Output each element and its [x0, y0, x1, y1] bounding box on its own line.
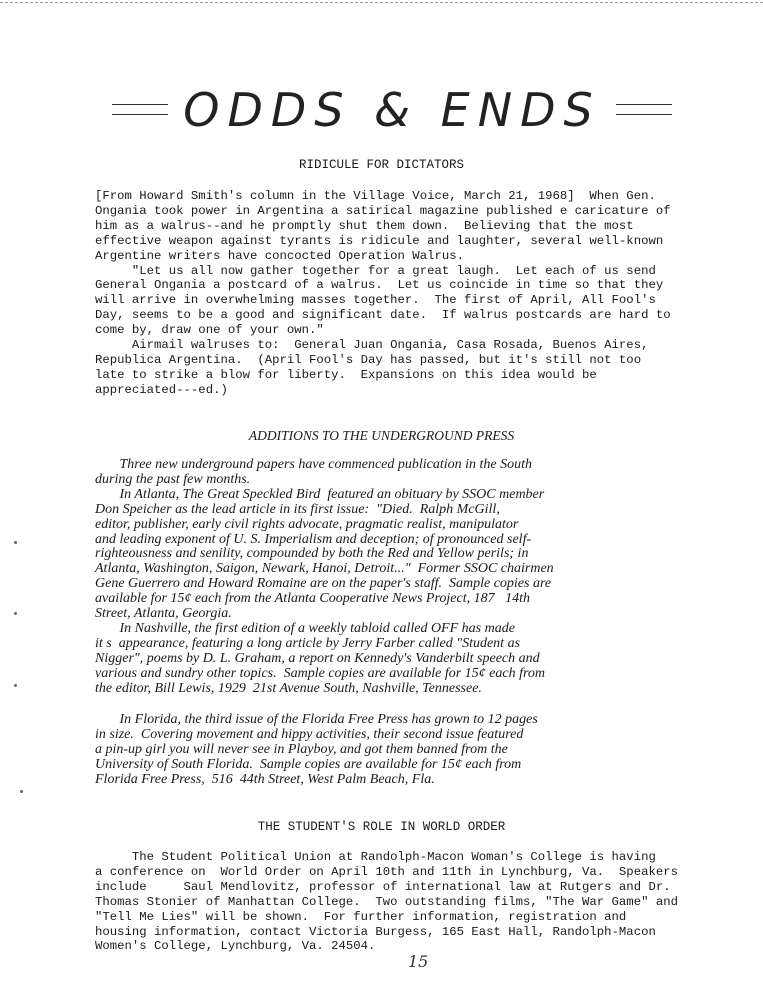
text-line: The Student Political Union at Randolph-Macon Woman's College is having: [95, 850, 656, 864]
text-line: Street, Atlanta, Georgia.: [95, 606, 232, 622]
text-line: it s appearance, featuring a long article by Jerry Farber called "Student as: [95, 635, 521, 651]
masthead-rule-left-top: [112, 104, 168, 105]
article-student-role-world-order: [95, 850, 678, 954]
section-heading-student-role: THE STUDENT'S ROLE IN WORLD ORDER: [257, 820, 506, 834]
text-line: In Nashville, the first edition of a weekly tabloid called OFF has made: [95, 620, 515, 636]
margin-speck: [20, 790, 23, 793]
article-underground-press-part-2: [95, 713, 538, 788]
text-line: In Atlanta, The Great Speckled Bird featured an obituary by SSOC member: [95, 486, 545, 502]
margin-speck: [14, 541, 17, 544]
text-line: Argentine writers have concocted Operation Walrus.: [95, 248, 464, 263]
masthead-rule-right-top: [616, 104, 672, 105]
text-line: late to strike a blow for liberty. Expansions on this idea would be: [95, 367, 597, 382]
text-line: Three new underground papers have commenced publication in the South: [95, 457, 533, 472]
masthead-title: ODDS & ENDS: [183, 83, 601, 137]
text-line: General Ongania a postcard of a walrus. Let us coincide in time so that they: [95, 278, 664, 293]
text-line: Republica Argentina. (April Fool's Day has passed, but it's still not too: [95, 352, 642, 367]
masthead-rule-left-bottom: [112, 114, 168, 115]
text-line: [From Howard Smith's column in the Village Voice, March 21, 1968] When Gen.: [95, 189, 656, 203]
text-line: righteousness and senility, compounded by both the Red and Yellow perils; in: [95, 546, 529, 562]
text-line: Nigger", poems by D. L. Graham, a report on Kennedy's Vanderbilt speech and: [95, 650, 540, 666]
margin-speck: [14, 612, 17, 615]
text-line: In Florida, the third issue of the Florida Free Press has grown to 12 pages: [95, 712, 538, 727]
text-line: appreciated---ed.): [95, 382, 228, 397]
text-line: the editor, Bill Lewis, 1929 21st Avenue South, Nashville, Tennessee.: [95, 680, 482, 696]
text-line: Women's College, Lynchburg, Va. 24504.: [95, 939, 376, 954]
text-line: University of South Florida. Sample copies are available for 15¢ each from: [95, 756, 522, 772]
text-line: will arrive in overwhelming masses together. The first of April, All Fool's: [95, 293, 656, 308]
text-line: Ongania took power in Argentina a satirical magazine published e caricature of: [95, 203, 671, 218]
text-line: available for 15¢ each from the Atlanta Cooperative News Project, 187 14th: [95, 591, 530, 607]
section-heading-underground-press: ADDITIONS TO THE UNDERGROUND PRESS: [248, 428, 515, 443]
text-line: Atlanta, Washington, Saigon, Newark, Hanoi, Detroit..." Former SSOC chairmen: [95, 561, 554, 577]
text-line: effective weapon against tyrants is ridicule and laughter, several well-known: [95, 233, 664, 248]
text-line: in size. Covering movement and hippy activities, their second issue featured: [95, 726, 524, 742]
page-top-edge: [0, 2, 763, 8]
text-line: come by, draw one of your own.": [95, 323, 324, 338]
text-line: various and sundry other topics. Sample copies are available for 15¢ each from: [95, 665, 546, 681]
text-line: Don Speicher as the lead article in its first issue: "Died. Ralph McGill,: [95, 501, 500, 517]
masthead-rule-right-bottom: [616, 114, 672, 115]
text-line: a conference on World Order on April 10th and 11th in Lynchburg, Va. Speakers: [95, 864, 678, 879]
text-line: a pin-up girl you will never see in Playboy, and got them banned from the: [95, 741, 508, 757]
section-heading-ridicule: RIDICULE FOR DICTATORS: [298, 158, 465, 172]
page-number: 15: [408, 952, 429, 971]
text-line: during the past few months.: [95, 471, 251, 487]
text-line: housing information, contact Victoria Burgess, 165 East Hall, Randolph-Macon: [95, 924, 656, 939]
text-line: Thomas Stonier of Manhattan College. Two outstanding films, "The War Game" and: [95, 894, 678, 909]
margin-speck: [14, 684, 17, 687]
article-ridicule-for-dictators: [95, 189, 671, 398]
text-line: him as a walrus--and he promptly shut them down. Believing that the most: [95, 218, 634, 233]
text-line: include Saul Mendlovitz, professor of international law at Rutgers and Dr.: [95, 879, 671, 894]
text-line: "Tell Me Lies" will be shown. For further information, registration and: [95, 909, 627, 924]
masthead: [112, 82, 672, 142]
text-line: and leading exponent of U. S. Imperialism and deception; of pronounced self-: [95, 531, 532, 547]
text-line: Gene Guerrero and Howard Romaine are on the paper's staff. Sample copies are: [95, 576, 552, 592]
text-line: Florida Free Press, 516 44th Street, West Palm Beach, Fla.: [95, 771, 435, 787]
article-underground-press-part-1: [95, 458, 554, 697]
text-line: Day, seems to be a good and significant date. If walrus postcards are hard to: [95, 308, 671, 323]
text-line: Airmail walruses to: General Juan Ongania, Casa Rosada, Buenos Aires,: [95, 338, 649, 353]
text-line: editor, publisher, early civil rights advocate, pragmatic realist, manipulator: [95, 516, 519, 532]
text-line: "Let us all now gather together for a great laugh. Let each of us send: [95, 263, 656, 278]
